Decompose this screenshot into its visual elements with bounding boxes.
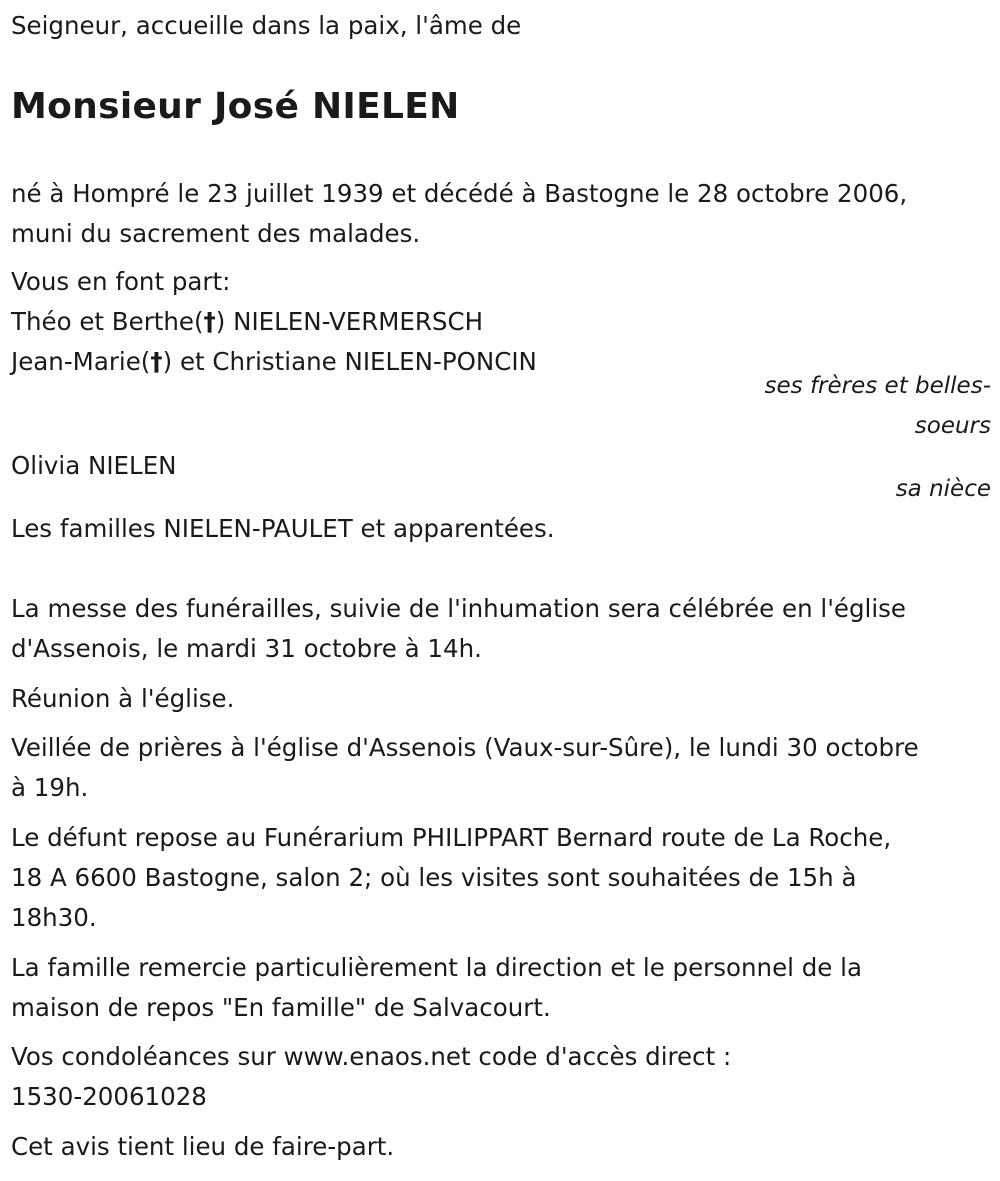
relation-siblings-line-2: soeurs <box>914 413 991 439</box>
family-member-1-first: Théo et Berthe( <box>11 307 204 336</box>
thanks-line-2: maison de repos "En famille" de Salvacourt. <box>11 993 551 1022</box>
families-text: Les familles NIELEN-PAULET et apparentées. <box>11 514 555 543</box>
intro-text: Seigneur, accueille dans la paix, l'âme de <box>11 11 522 40</box>
announcement-intro: Vous en font part: <box>11 267 231 296</box>
thanks-line-1: La famille remercie particulièrement la direction et le personnel de la <box>11 953 862 982</box>
family-member-1 <box>11 302 483 342</box>
family-member-2-last: ) et Christiane NIELEN-PONCIN <box>162 347 537 376</box>
deceased-name: Monsieur José NIELEN <box>11 86 460 127</box>
funeral-line-1: La messe des funérailles, suivie de l'inhumation sera célébrée en l'église <box>11 594 907 623</box>
relation-niece: sa nièce <box>895 476 991 502</box>
family-member-1-last: ) NIELEN-VERMERSCH <box>215 307 484 336</box>
condolences-line-1: Vos condoléances sur www.enaos.net code d'accès direct : <box>11 1042 732 1071</box>
birth-death-line-2: muni du sacrement des malades. <box>11 219 421 248</box>
family-member-2-first: Jean-Marie( <box>11 347 151 376</box>
reunion-text: Réunion à l'église. <box>11 684 235 713</box>
niece-name: Olivia NIELEN <box>11 451 177 480</box>
relation-siblings-line-1: ses frères et belles- <box>764 373 991 399</box>
funeral-line-2: d'Assenois, le mardi 31 octobre à 14h. <box>11 634 482 663</box>
vigil-line-1: Veillée de prières à l'église d'Assenois (Vaux-sur-Sûre), le lundi 30 octobre <box>11 733 919 762</box>
rest-line-3: 18h30. <box>11 903 97 932</box>
condolences-access-code: 1530-20061028 <box>11 1082 207 1111</box>
vigil-line-2: à 19h. <box>11 773 89 802</box>
rest-line-1: Le défunt repose au Funérarium PHILIPPART Bernard route de La Roche, <box>11 823 892 852</box>
family-member-2 <box>11 342 537 382</box>
rest-line-2: 18 A 6600 Bastogne, salon 2; où les visites sont souhaitées de 15h à <box>11 863 857 892</box>
closing-text: Cet avis tient lieu de faire-part. <box>11 1132 395 1161</box>
cross-icon: † <box>203 307 216 336</box>
birth-death-line-1: né à Hompré le 23 juillet 1939 et décédé à Bastogne le 28 octobre 2006, <box>11 179 908 208</box>
cross-icon: † <box>150 347 163 376</box>
